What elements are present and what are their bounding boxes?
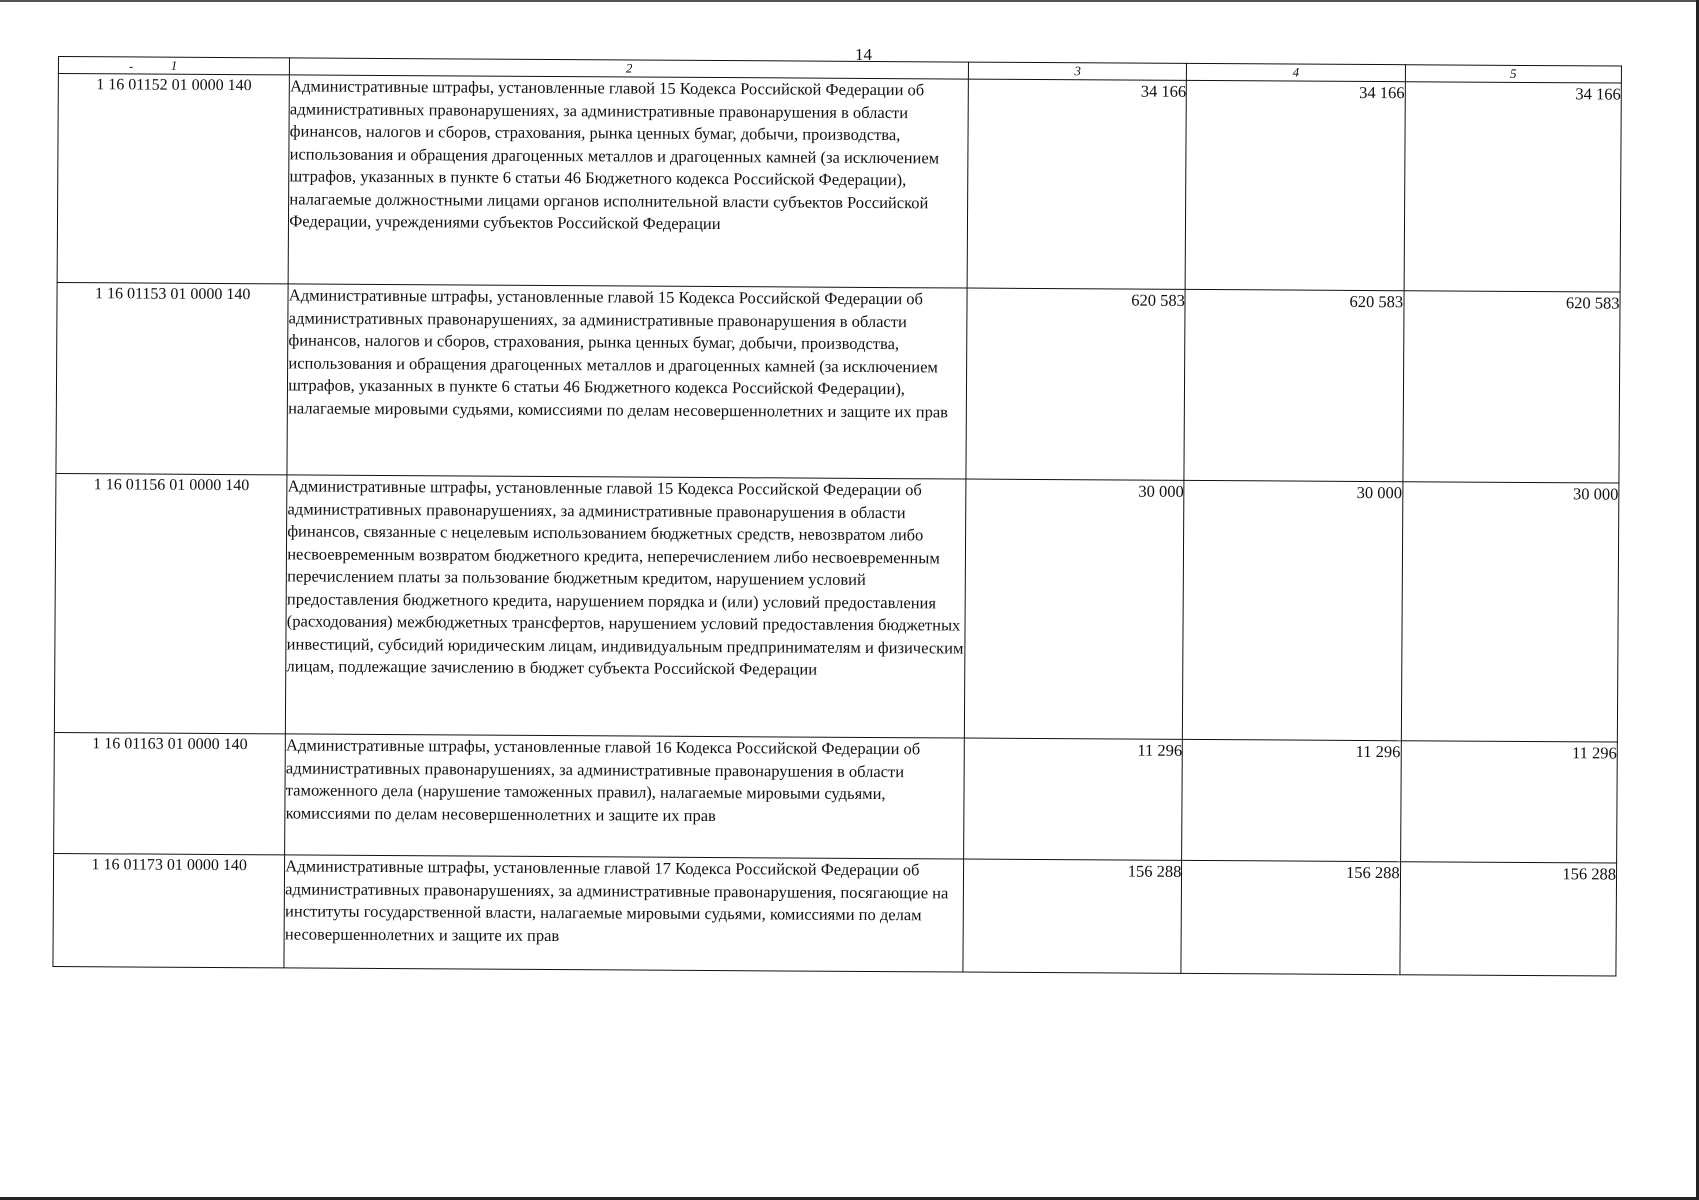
- row-code: 1 16 01173 01 0000 140: [53, 853, 285, 967]
- header-col-5: 5: [1405, 65, 1621, 83]
- table-row: [57, 74, 1621, 293]
- row-value-col4: 30 000: [1183, 480, 1403, 740]
- row-description: Административные штрафы, установленные главой 15 Кодекса Российской Федерации об административных правонарушениях, за административные правонарушения в области финансов, связанные с нецелевым использованием бюджетных средств, невозвратом либо несвоевременным возвратом бюджетного кредита, неперечислением либо несвоевременным перечислением платы за пользование бюджетным кредитом, нарушением условий предоставления бюджетного кредита, нарушением порядка и (или) условий предоставления (расходования) межбюджетных трансфертов, нарушением условий предоставления бюджетных инвестиций, субсидий юридическим лицам, индивидуальным предпринимателям и физическим лицам, подлежащие зачислению в бюджет субъекта Российской Федерации: [286, 475, 966, 738]
- row-value-col3: 156 288: [963, 859, 1182, 973]
- row-value-col4: 156 288: [1181, 860, 1400, 974]
- table-row: [54, 732, 1618, 863]
- row-description: Административные штрафы, установленные главой 15 Кодекса Российской Федерации об административных правонарушениях, за административные правонарушения в области финансов, налогов и сборов, страхования, рынка ценных бумаг, добычи, производства, использования и обращения драгоценных металлов и драгоценных камней (за исключением штрафов, указанных в пункте 6 статьи 46 Бюджетного кодекса Российской Федерации), налагаемые должностными лицами органов исполнительной власти субъектов Российской Федерации, учреждениями субъектов Российской Федерации: [288, 75, 968, 288]
- table-row: [54, 473, 1619, 742]
- row-value-col5: 34 166: [1404, 82, 1622, 292]
- row-value-col5: 620 583: [1403, 291, 1620, 483]
- table-row: [56, 282, 1620, 483]
- row-value-col3: 620 583: [966, 288, 1185, 480]
- row-code: 1 16 01153 01 0000 140: [56, 282, 288, 474]
- document-page: [52, 56, 1622, 977]
- budget-table: [52, 56, 1622, 977]
- row-value-col3: 30 000: [964, 479, 1184, 739]
- table-body: [53, 74, 1621, 977]
- row-value-col4: 11 296: [1182, 739, 1401, 861]
- page-number: 14: [855, 45, 872, 64]
- header-col-3: 3: [969, 62, 1187, 80]
- row-value-col5: 30 000: [1401, 482, 1619, 742]
- table-row: [53, 853, 1617, 976]
- row-value-col4: 620 583: [1184, 289, 1403, 481]
- row-value-col3: 11 296: [964, 738, 1183, 860]
- row-value-col5: 11 296: [1400, 741, 1617, 863]
- row-description: Административные штрафы, установленные главой 16 Кодекса Российской Федерации об административных правонарушениях, за административные правонарушения в области таможенного дела (нарушение таможенных правил), налагаемые мировыми судьями, комиссиями по делам несовершеннолетних и защите их прав: [285, 734, 965, 859]
- scan-top-edge: [0, 0, 1699, 2]
- row-code: 1 16 01152 01 0000 140: [57, 74, 290, 284]
- header-col-2: 2: [290, 58, 969, 79]
- row-code: 1 16 01163 01 0000 140: [54, 732, 286, 854]
- row-value-col5: 156 288: [1400, 862, 1617, 976]
- header-col-1: - 1: [58, 57, 289, 75]
- row-value-col3: 34 166: [967, 79, 1187, 289]
- row-description: Административные штрафы, установленные главой 17 Кодекса Российской Федерации об административных правонарушениях, за административные правонарушения, посягающие на институты государственной власти, налагаемые мировыми судьями, комиссиями по делам несовершеннолетних и защите их прав: [284, 855, 964, 972]
- row-value-col4: 34 166: [1186, 80, 1406, 290]
- row-description: Административные штрафы, установленные главой 15 Кодекса Российской Федерации об административных правонарушениях, за административные правонарушения в области финансов, налогов и сборов, страхования, рынка ценных бумаг, добычи, производства, использования и обращения драгоценных металлов и драгоценных камней (за исключением штрафов, указанных в пункте 6 статьи 46 Бюджетного кодекса Российской Федерации), налагаемые мировыми судьями, комиссиями по делам несовершеннолетних и защите их прав: [287, 284, 967, 479]
- row-code: 1 16 01156 01 0000 140: [54, 473, 287, 733]
- header-col-4: 4: [1187, 63, 1405, 81]
